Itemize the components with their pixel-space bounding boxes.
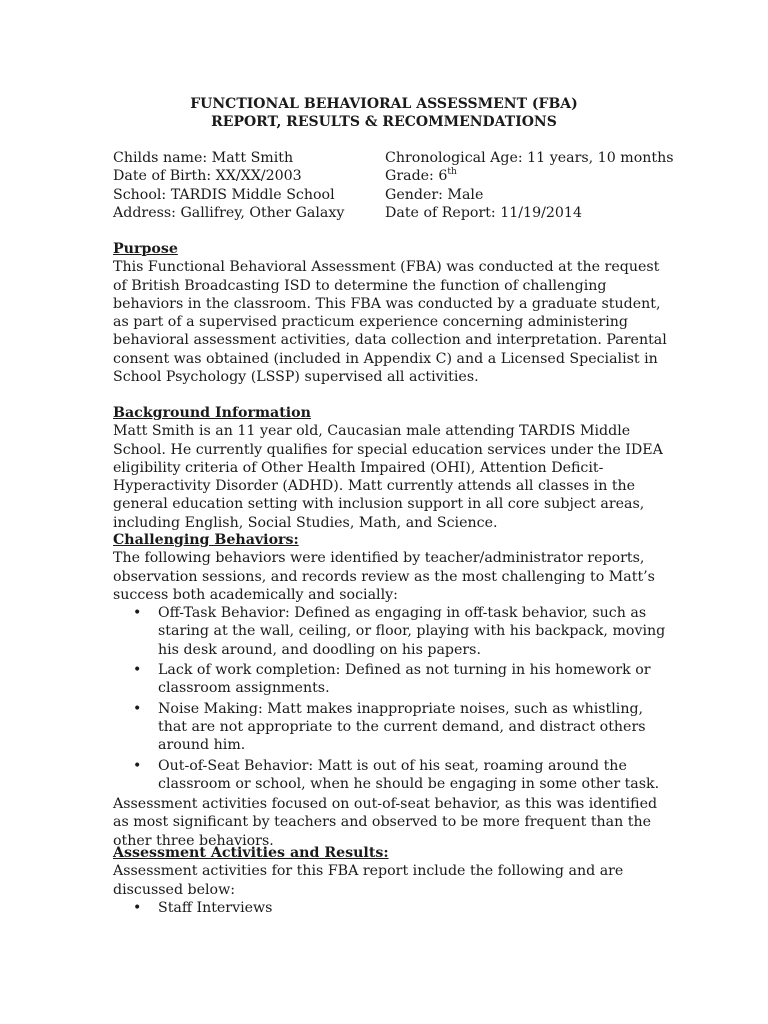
student-info-right [385,149,674,222]
address: Address: Gallifrey, Other Galaxy [113,204,345,221]
list-item: • Noise Making: Matt makes inappropriate noises, such as whistling, that are not appropriate to the current demand, and distract others around him. [133,700,646,754]
list-item: • Lack of work completion: Defined as not turning in his homework or classroom assignments. [133,662,651,697]
background-heading: Background Information [113,405,311,421]
chronological-age: Chronological Age: 11 years, 10 months [385,150,674,166]
background-section [113,404,673,532]
list-item: • Staff Interviews [133,899,273,916]
bullet-icon: • [133,899,142,916]
purpose-heading: Purpose [113,241,178,257]
challenging-intro: The following behaviors were identified by teacher/administrator reports, observation sessions, and records review as the most challenging to Matt’s success both academically and socially: [113,550,655,603]
gender: Gender: Male [385,186,484,203]
bullet-icon: • [133,700,142,717]
bullet-icon: • [133,605,142,622]
grade: Grade: 6th [385,167,457,185]
background-text: Matt Smith is an 11 year old, Caucasian male attending TARDIS Middle School. He currently qualifies for special education services under the IDEA eligibility criteria of Other Health Impaired (OHI), Attention Deficit-Hyperactivity Disorder (ADHD). Matt currently attends all classes in the general education setting with inclusion support in all core subject areas, including English, Social Studies, Math, and Science. [113,423,663,531]
bullet-icon: • [133,662,142,679]
assessment-section [113,844,673,919]
report-date: Date of Report: 11/19/2014 [385,204,582,221]
challenging-behaviors-section [113,531,673,850]
date-of-birth: Date of Birth: XX/XX/2003 [113,168,302,185]
report-title-line-2: REPORT, RESULTS & RECOMMENDATIONS [211,114,557,130]
challenging-closing: Assessment activities focused on out-of-seat behavior, as this was identified as most significant by teachers and observed to be more frequent than the other three behaviors. [113,796,658,849]
child-name: Childs name: Matt Smith [113,150,294,166]
student-info-left [113,149,344,222]
list-item: • Out-of-Seat Behavior: Matt is out of his seat, roaming around the classroom or school, when he should be engaging in some other task. [133,757,660,792]
assessment-list [113,899,673,917]
assessment-intro: Assessment activities for this FBA report include the following and are discussed below: [113,863,624,898]
bullet-icon: • [133,757,142,774]
school: School: TARDIS Middle School [113,186,335,203]
challenging-heading: Challenging Behaviors: [113,532,299,548]
purpose-text: This Functional Behavioral Assessment (FBA) was conducted at the request of British Broadcasting ISD to determine the function of challenging behaviors in the classroom. This FBA was conducted by a graduate student, as part of a supervised practicum experience concerning administering behavioral assessment activities, data collection and interpretation. Parental consent was obtained (included in Appendix C) and a Licensed Specialist in School Psychology (LSSP) supervised all activities. [113,259,667,386]
purpose-section [113,240,673,386]
challenging-behaviors-list [113,604,673,793]
report-title-line-1: FUNCTIONAL BEHAVIORAL ASSESSMENT (FBA) [190,96,578,112]
list-item: • Off-Task Behavior: Defined as engaging in off-task behavior, such as staring at the wall, ceiling, or floor, playing with his backpack, moving his desk around, and doodling on his papers. [133,605,666,658]
assessment-heading: Assessment Activities and Results: [113,845,389,861]
